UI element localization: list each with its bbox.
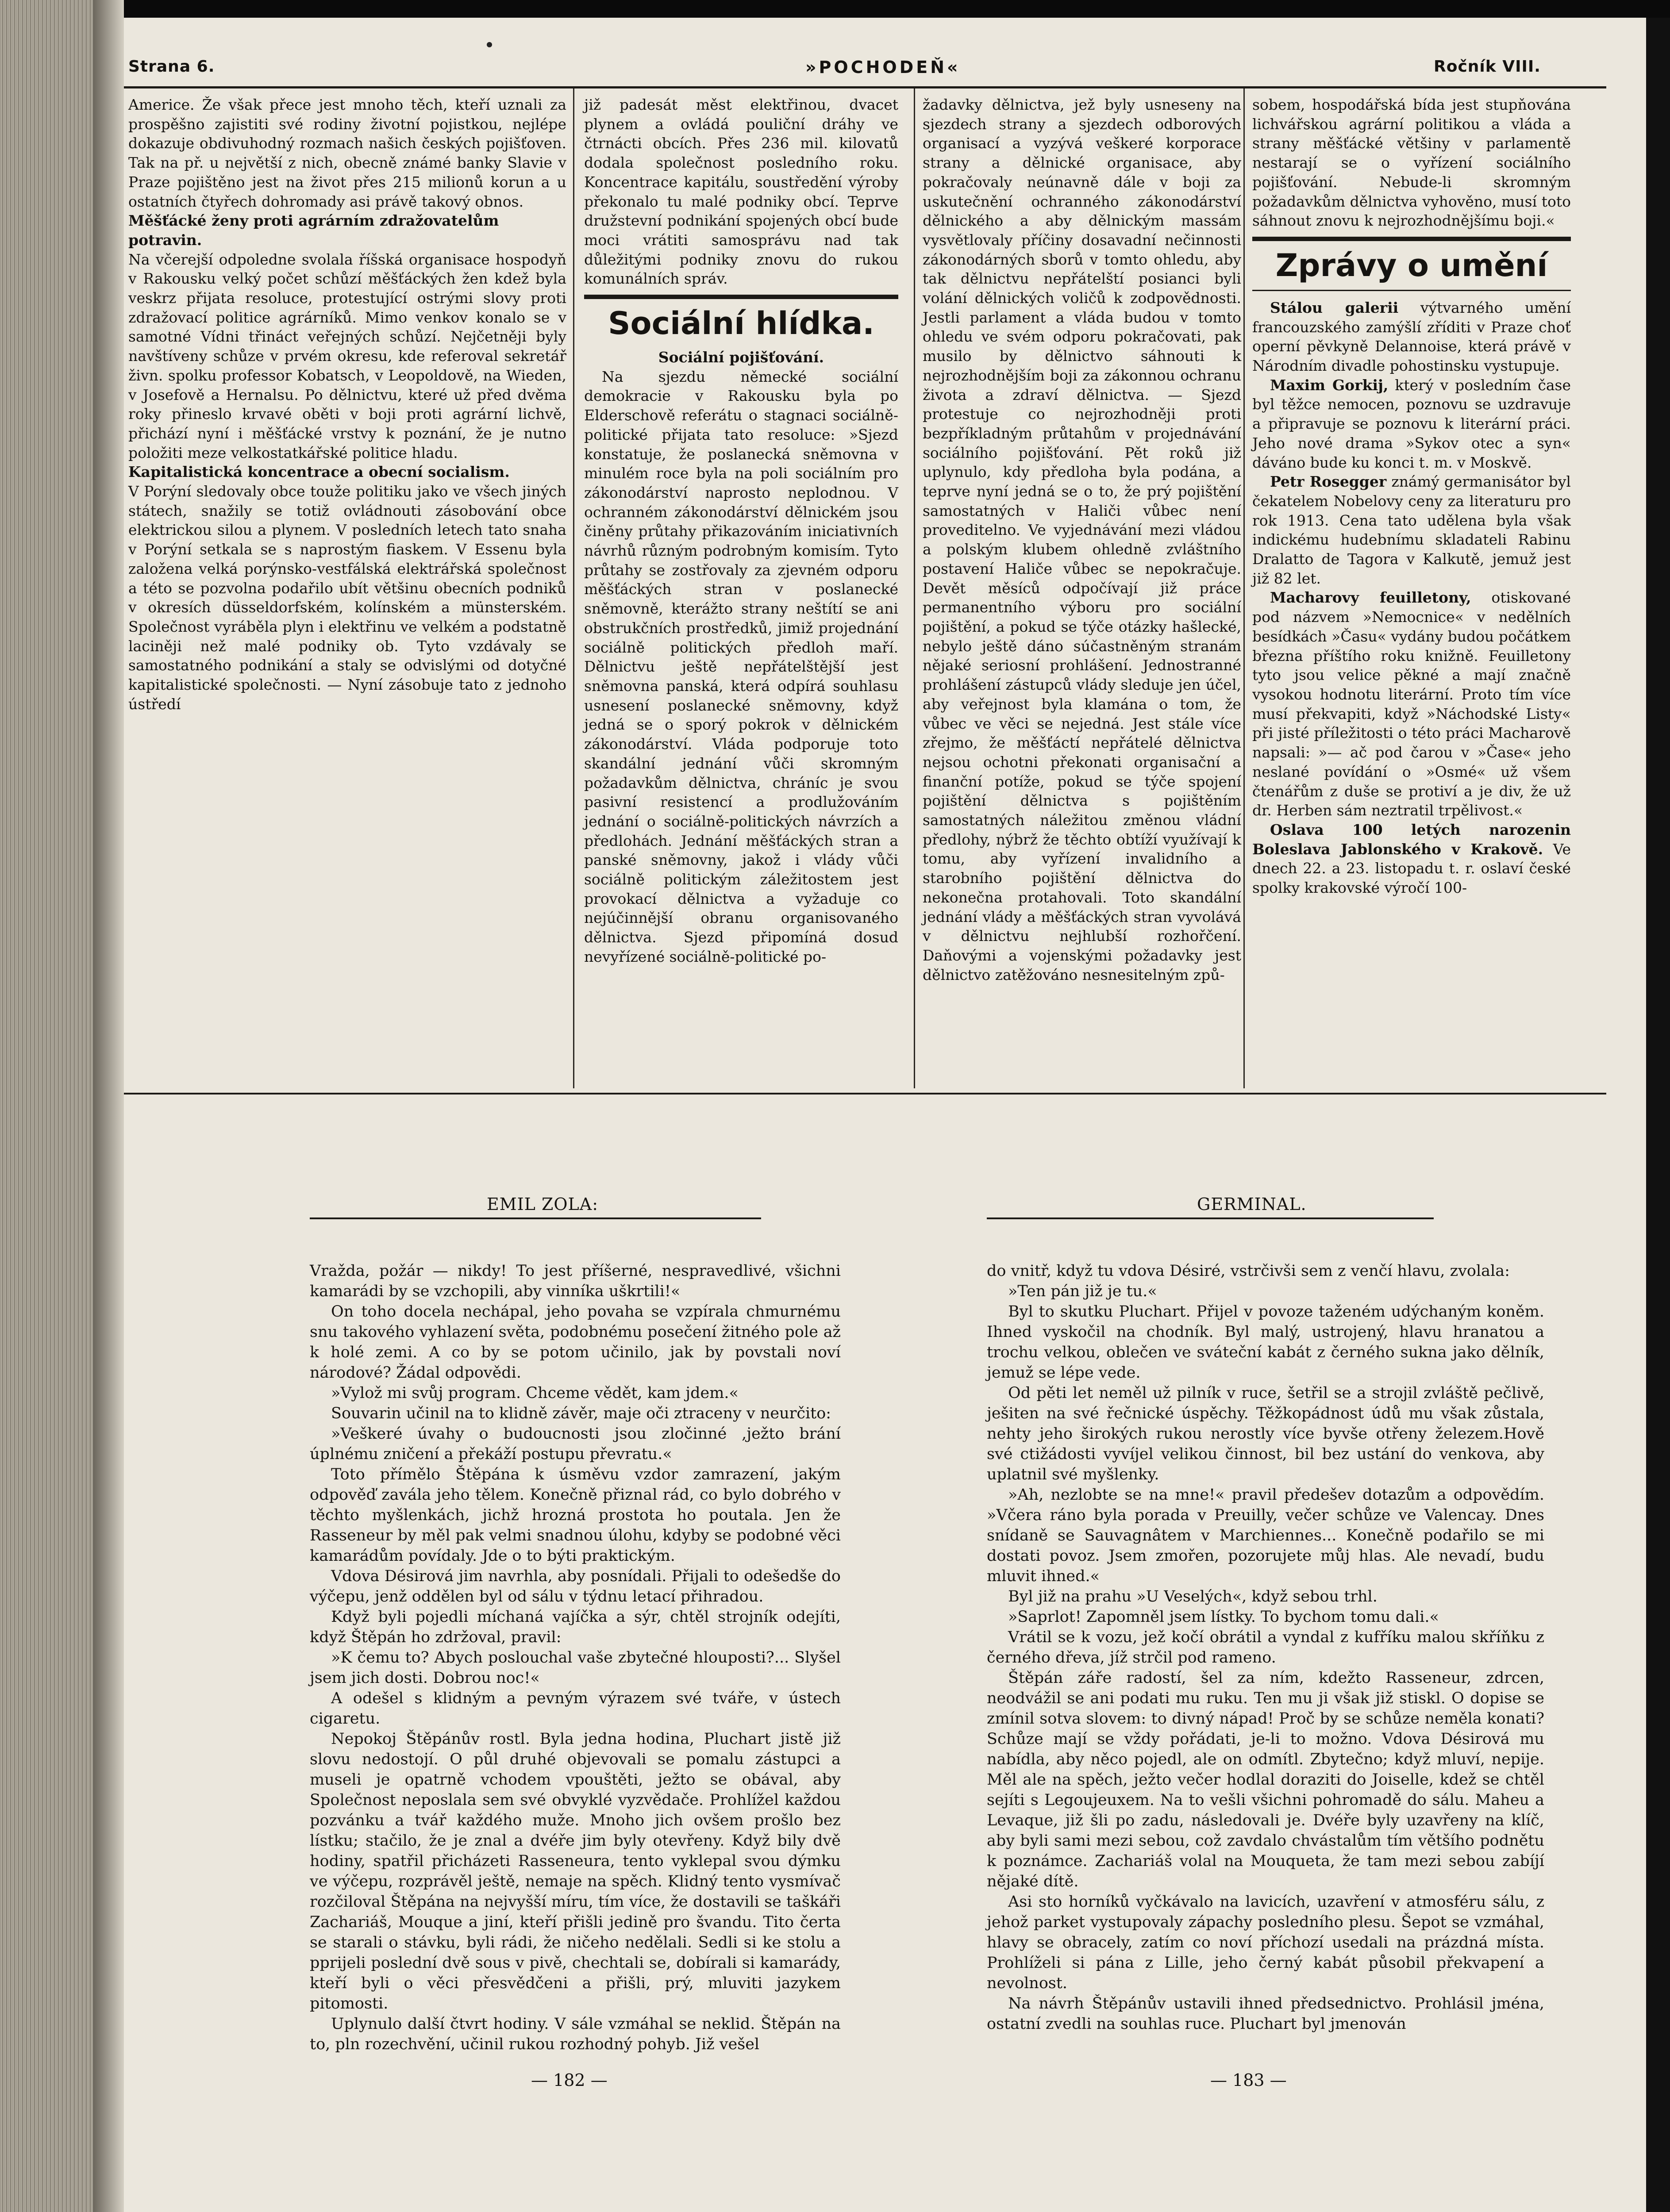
news-item xyxy=(1252,820,1571,898)
news-item-text: otiskované pod názvem »Nemocnice« v nedělních besídkách »Času« vydány budou počátkem března příštího roku knižně. Feuilletony tyto jsou velice pěkné a mají značně vysokou hodnotu literární. Proto tím více musí překvapiti, když »Náchodské Listy« při jisté příležitosti o této práci Macharově napsali: »— ač pod čarou v »Čase« jeho neslané povídání o »Osmé« už všem čtenářům z duše se protiví a je div, že už dr. Herben sám neztratil trpělivost.« xyxy=(1252,589,1571,819)
news-item xyxy=(1252,588,1571,820)
story-paragraph: Od pěti let neměl už pilník v ruce, šetřil se a strojil zvláště pečlivě, ješiten na své řečnické úspěchy. Těžkopádnost údů mu však zůstala, nehty jeho širokých rukou nerostly více byvše otřeny železem.Hově své ctižádosti vyvíjel velikou činnost, bil bez ustání do venkova, aby uplatnil své myšlenky. xyxy=(987,1384,1544,1483)
news-item-text: výtvarného umění francouzského zamýšlí zříditi v Praze choť operní pěvkyně Delannoise, která právě v Národním divadle pohostinsku vystupuje. xyxy=(1252,299,1571,375)
section-title-art: Zprávy o umění xyxy=(1275,247,1548,284)
story-paragraph: »Ten pán již je tu.« xyxy=(1008,1283,1157,1300)
news-item xyxy=(1252,376,1571,472)
column-divider xyxy=(914,88,915,1088)
section-title-social: Sociální hlídka. xyxy=(608,305,874,342)
news-item-lead: Macharovy feuilletony, xyxy=(1270,589,1471,607)
story-paragraph: Byl již na prahu »U Veselých«, když sebou trhl. xyxy=(1008,1588,1378,1605)
story-paragraph: »Saprlot! Zapomněl jsem lístky. To bychom tomu dali.« xyxy=(1008,1608,1439,1626)
header-rule xyxy=(124,86,1606,88)
book-binding-gutter xyxy=(93,0,124,2212)
story-paragraph: Vražda, požár — nikdy! To jest příšerné, nespravedlivé, všichni kamarádi by se vzchopili, aby vinníka uškrtili!« xyxy=(310,1262,841,1300)
article-paragraph: Americe. Že však přece jest mnoho těch, kteří uznali za prospěšno zajistiti své rodiny životní pojistkou, nejlépe dokazuje obdivuhodný rozmach našich českých pojišťoven. Tak na př. u největší z nich, obecně známé banky Slavie v Praze pojištěno jest na život přes 215 milionů korun a u ostatních čtyřech dohromady asi právě takový obnos. xyxy=(128,96,566,210)
article-paragraph: již padesát měst elektřinou, dvacet plynem a ovládá pouliční dráhy ve čtrnácti obcích. Přes 236 mil. kilovatů dodala společnost posledního roku. Koncentrace kapitálu, soustředění výroby překonalo tu malé podniky obcí. Teprve družstevní podnikání spojených obcí bude moci vrátiti samosprávu nad tak důležitými podniky znovu do rukou komunálních správ. xyxy=(584,96,898,288)
news-item-text: který v posledním čase byl těžce nemocen, poznovu se uzdravuje a připravuje se poznovu k literární práci. Jeho nové drama »Sykov otec a syn« dáváno bude ku konci t. m. v Moskvě. xyxy=(1252,376,1571,471)
header-volume: Ročník VIII. xyxy=(1434,58,1541,76)
feuilleton-left-page xyxy=(310,1261,841,2055)
story-paragraph: »Vylož mi svůj program. Chceme vědět, kam jdem.« xyxy=(331,1384,739,1402)
page-right-edge xyxy=(1646,18,1670,2212)
news-item-text: Ve dnech 22. a 23. listopadu t. r. oslaví české spolky krakovské výročí 100- xyxy=(1252,840,1571,897)
story-paragraph: Vrátil se k vozu, jež kočí obrátil a vyndal z kufříku malou skříňku z černého dřeva, jíž strčil pod rameno. xyxy=(987,1628,1544,1667)
section-rule xyxy=(1252,237,1571,241)
story-paragraph: Na návrh Štěpánův ustavili ihned předsednictvo. Prohlásil jména, ostatní zvedli na souhlas ruce. Pluchart byl jmenován xyxy=(987,1995,1544,2033)
story-paragraph: Vdova Désirová jim navrhla, aby posnídali. Přijali to odešedše do výčepu, jenž oddělen byl od sálu v týdnu letací přihradou. xyxy=(310,1567,841,1605)
article-paragraph: Na včerejší odpoledne svolala říšská organisace hospodyň v Rakousku velký počet schůzí měšťáckých žen kdež byla veskrz přijata resoluce, protestující ostrými slovy proti zdražovací politice agrárníků. Mimo venkov konalo se v samotné Vídni třináct veřejných schůzí. Nejčetněji byly navštíveny schůze v prvém okresu, kde referoval sekretář živn. spolku professor Kobatsch, v Leopoldově, na Wieden, v Josefově a Hernalsu. Po dělnictvu, které už před dvěma roky přineslo krvavé oběti v boji proti agrární lichvě, přichází nyní i měšťácké vrstvy k poznání, že je nutno položiti meze velkostatkářské politice hladu. xyxy=(128,250,566,461)
page-number-left: — 182 — xyxy=(531,2070,608,2090)
story-paragraph: Toto přímělo Štěpána k úsměvu vzdor zamrazení, jakým odpověď zavála jeho tělem. Konečně přiznal rád, co bylo dobrého v těchto myšlenkách, jichž hrozná prostota ho poutala. Jen že Rasseneur by měl pak velmi snadnou úlohu, kdyby se podobné věci kamarádům povídaly. Jde o to býti praktickým. xyxy=(310,1466,841,1565)
header-page-label: Strana 6. xyxy=(128,58,215,76)
section-rule xyxy=(584,295,898,299)
news-item-lead: Oslava 100 letých narozenin Boleslava Jablonského v Krakově. xyxy=(1252,821,1571,858)
article-paragraph: V Porýní sledovaly obce touže politiku jako ve všech jiných státech, snažily se totiž ovládnouti zásobování obce elektrickou silou a plynem. V posledních letech tato snaha v Porýní setkala se s naprostým fiaskem. V Essenu byla založena velká porýnsko-vestfálská elektrářská společnost a této se pozvolna podařilo ubít většinu obecních podniků v okresích düsseldorfském, kolínském a münsterském. Společnost vyráběla plyn i elektřinu ve velkém a podstatně laciněji než malé podniky ob. Tyto vzdávaly se samostatného podnikání a staly se odvislými od dotyčné kapitalistické společnosti. — Nyní zásobuje tato z jednoho ústředí xyxy=(128,483,566,713)
article-paragraph: žadavky dělnictva, jež byly usneseny na sjezdech strany a sjezdech odborových organisací a vyzývá veškeré korporace strany a dělnické organisace, aby pokračovaly neúnavně dále v boji za uskutečnění ochranného zákonodárství dělnického a aby dělnickým massám vysvětlovaly příčiny dosavadní nečinnosti zákonodárných sborů v tomto ohledu, aby tak dělnictvu nepřátelští posianci byli volání dělnických voličů k zodpovědnosti. Jestli parlament a vláda budou v tomto ohledu ve svém odporu pokračovati, pak musilo by dělnictvo sáhnouti k nejrozhodnějším boji za zákonnou ochranu života a zdraví dělnictva. — Sjezd protestuje co nejrozhodněji proti bezpříkladným průtahům v projednávání sociálního pojišťování. Pět roků již uplynulo, kdy předloha byla podána, a teprve nyní jedná se o to, že prý pojištění samostatných v Haliči vůbec není proveditelno. Ve vyjednávání mezi vládou a polským klubem ohledně zvláštního postavení Haliče vůbec se nepokračuje. Devět měsíců odpočívají již práce permanentního výboru pro sociální pojištění, a pokud se týče otázky hašlecké, nebylo ještě dáno súčastněným stranám nějaké seriosní prohlášení. Jednostranné prohlášení zástupců vlády sleduje jen účel, aby veřejnost byla klamána o tom, že vůbec ve věci se nejedná. Jest stále více zřejmo, že měšťáctí nepřátelé dělnictva nejsou ochotni překonati organisační a finanční potíže, pokud se týče spojení pojištění dělnictva s pojištěním samostatných náležitou změnou vládní předlohy, nýbrž že těchto obtíží využívají k tomu, aby vyřízení invalidního a starobního pojištění dělnictva do nekonečna protahovali. Toto skandální jednání vlády a měšťáckých stran vyvolává v dělnictvu nejhlubší rozhořčení. Daňovými a vojenskými požadavky jest dělnictvo zatěžováno nesnesitelným způ- xyxy=(923,96,1241,983)
news-item-lead: Stálou galerii xyxy=(1270,299,1399,316)
column-1 xyxy=(128,95,566,714)
column-4 xyxy=(1252,95,1571,898)
column-3 xyxy=(923,95,1241,984)
story-paragraph: A odešel s klidným a pevným výrazem své tváře, v ústech cigaretu. xyxy=(310,1690,841,1728)
column-divider xyxy=(573,88,574,1088)
news-item xyxy=(1252,298,1571,376)
ink-dot xyxy=(487,42,492,47)
story-paragraph: Byl to skutku Pluchart. Přijel v povoze taženém udýchaným koněm. Ihned vyskočil na chodník. Byl malý, ustrojený, hlavu hranatou a trochu velkou, oblečen ve sváteční kabát z černého sukna jako dělník, jemuž se lépe vede. xyxy=(987,1303,1544,1382)
feuilleton-title: GERMINAL. xyxy=(1197,1194,1307,1214)
article-paragraph: sobem, hospodářská bída jest stupňována lichvářskou agrární politikou a vláda a strany měšťácké většiny v parlamentě nestarají se o vyřízení sociálního pojišťování. Nebude-li skromným požadavkům dělnictva vyhověno, musí toto sáhnout znovu k nejrozhodnějšímu boji.« xyxy=(1252,96,1571,230)
news-heading: Měšťácké ženy proti agrárním zdražovatelům potravin. xyxy=(128,212,499,249)
news-item xyxy=(1252,472,1571,588)
feuilleton-divider xyxy=(124,1093,1606,1094)
news-heading: Kapitalistická koncentrace a obecní socialism. xyxy=(128,463,510,481)
news-item-lead: Maxim Gorkij, xyxy=(1270,376,1389,394)
feuilleton-right-page xyxy=(987,1261,1544,2034)
article-paragraph: Na sjezdu německé sociální demokracie v Rakousku byla po Elderschově referátu o stagnaci sociálně-politické přijata tato resoluce: »Sjezd konstatuje, že poslanecká sněmovna v minulém roce byla na poli sociálním pro zákonodárství naprosto neplodnou. V ochranném zákonodárství dělnickém jsou činěny průtahy přikazováním iniciativních návrhů různým podrobným komisím. Tyto průtahy se zostřovaly za zjevném odporu měšťáckých stran v poslanecké sněmovně, kterážto strany neštítí se ani obstrukčních prostředků, jimiž projednání sociálně politických předloh maří. Dělnictvu ještě nepřátelštější jest sněmovna panská, která odpírá souhlasu usnesení poslanecké sněmovny, když jedná se o sporý pokrok v dělnickém zákonodárství. Vláda podporuje toto skandální jednání vůči skromným požadavkům dělnictva, chráníc je svou pasivní resistencí a prodlužováním jednání o sociálně-politických návrzích a předlohách. Jednání měšťáckých stran a panské sněmovny, jakož i vlády vůči sociálně politickým záležitostem jest provokací dělnictva a vyžaduje co nejúčinnější obranu organisovaného dělnictva. Sjezd připomíná dosud nevyřízené sociálně-politické po- xyxy=(584,368,898,965)
header-newspaper-title: »POCHODEŇ« xyxy=(805,58,961,77)
column-divider xyxy=(1243,88,1245,1088)
story-paragraph: Štěpán záře radostí, šel za ním, kdežto Rasseneur, zdrcen, neodvážil se ani podati mu ruku. Ten mu ji však již stiskl. O dopise se zmínil sotva slovem: to divný nápad! Proč by se schůze neměla konati? Schůze mají se vždy pořádati, je-li to možno. Vdova Désirová mu nabídla, aby něco pojedl, ale on odmítl. Zbytečno; když mluví, nepije. Měl ale na spěch, ježto večer hodlal doraziti do Joiselle, kdež se chtěl sejíti s Legoujeuxem. Na to vešli všichni pohromadě do sálu. Maheu a Levaque, již šli po zadu, následovali je. Dvéře byly uzavřeny na klíč, aby byli sami mezi sebou, což zavdalo chvástalům tím většího podnětu k poznámce. Zachariáš volal na Mouqueta, že tam mezi sebou zabíjí nějaké dítě. xyxy=(987,1669,1544,1890)
story-paragraph: Asi sto horníků vyčkávalo na lavicích, uzavření v atmosféru sálu, z jehož parket vystupovaly zápachy posledního plesu. Šepot se vzmáhal, hlavy se obracely, zatím co noví příchozí usedali na prázdná místa. Prohlíželi si pána z Lille, jeho černý kabát působil překvapení a nevolnost. xyxy=(987,1893,1544,1992)
story-paragraph: On toho docela nechápal, jeho povaha se vzpírala chmurnému snu takového vyhlazení světa, podobnému posečení žitného pole až k holé zemi. A co by se potom učinilo, jak by povstali noví národové? Žádal odpovědi. xyxy=(310,1303,841,1382)
story-paragraph: Uplynulo další čtvrt hodiny. V sále vzmáhal se neklid. Štěpán na to, pln rozechvění, učinil rukou rozhodný pohyb. Již vešel xyxy=(310,2015,841,2053)
column-2 xyxy=(584,95,898,967)
story-paragraph: »Ah, nezlobte se na mne!« pravil předešev dotazům a odpovědím. »Včera ráno byla porada v Preuilly, večer schůze ve Valencay. Dnes snídaně se Sauvagnâtem v Marchiennes... Konečně podařilo se mi dostati povoz. Jsem zmořen, pozorujete můj hlas. Ale nevadí, budu mluvit ihned.« xyxy=(987,1486,1544,1585)
section-subtitle: Sociální pojišťování. xyxy=(658,349,824,366)
book-spine-edge xyxy=(0,0,93,2212)
news-item-text: známý germanisátor byl čekatelem Nobelovy ceny za literaturu pro rok 1913. Cena tato udělena byla však indickému hudebnímu skladateli Rabinu Dralatto de Tagora v Kalkutě, jemuž jest již 82 let. xyxy=(1252,473,1571,587)
story-paragraph: Souvarin učinil na to klidně závěr, maje oči ztraceny v neurčito: xyxy=(331,1405,831,1422)
section-rule-thin xyxy=(1252,290,1571,291)
story-paragraph: »K čemu to? Abych poslouchal vaše zbytečné hlouposti?... Slyšel jsem jich dosti. Dobrou noc!« xyxy=(310,1649,841,1687)
author-rule xyxy=(310,1217,761,1219)
page-number-right: — 183 — xyxy=(1210,2070,1287,2090)
story-paragraph: Když byli pojedli míchaná vajíčka a sýr, chtěl strojník odejíti, když Štěpán ho zdržoval, pravil: xyxy=(310,1608,841,1646)
news-item-lead: Petr Rosegger xyxy=(1270,473,1387,491)
story-paragraph: »Veškeré úvahy o budoucnosti jsou zločinné ,ježto brání úplnému zničení a překáží postupu převratu.« xyxy=(310,1425,841,1463)
story-paragraph: Nepokoj Štěpánův rostl. Byla jedna hodina, Pluchart jistě již slovu nedostojí. O půl druhé objevovali se pomalu zástupci a museli je opatrně vchodem vpouštěti, ježto se obával, aby Společnost neposlala sem své obvyklé vyzvědače. Prohlížel každou pozvánku a tvář každého muže. Mnoho jich ovšem prošlo bez lístku; stačilo, že je znal a dvéře jim byly otevřeny. Když bily dvě hodiny, spatřil přicházeti Rasseneura, tento vyklepal svou dýmku ve výčepu, rozprávěl ještě, nemaje na spěch. Klidný tento vysmívač rozčiloval Štěpána na nejvyšší míru, tím více, že dostavili se taškáři Zachariáš, Mouque a jiní, kteří přišli jedině pro švandu. Tito čerta se starali o stávku, byli rádi, že ničeho nedělali. Sedli si ke stolu a pprijeli poslední dvě sous v pivě, chechtali se, dobírali si kamarády, kteří byli o věci přesvědčeni a přišli, prý, mluviti jazykem pitomosti. xyxy=(310,1730,841,2012)
feuilleton-author: EMIL ZOLA: xyxy=(487,1194,599,1214)
title-rule xyxy=(987,1217,1434,1219)
story-paragraph: do vnitř, když tu vdova Désiré, vstrčivši sem z venčí hlavu, zvolala: xyxy=(987,1262,1510,1280)
